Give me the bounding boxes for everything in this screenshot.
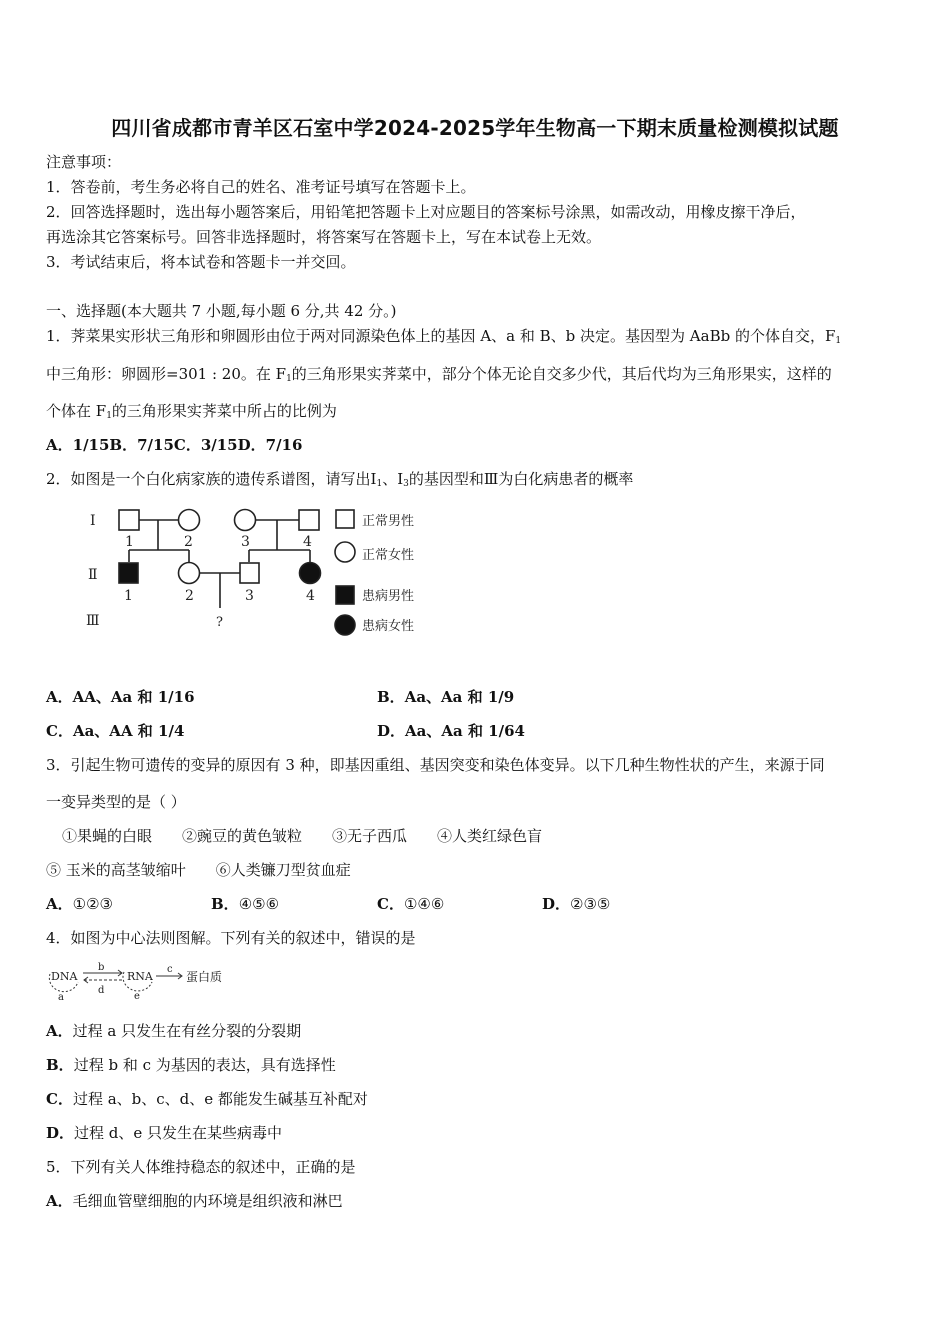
pedigree-I3-normal-female: [235, 510, 256, 531]
q3-option-c: C．①④⑥: [377, 895, 445, 913]
q3-option-d: D．②③⑤: [542, 895, 611, 913]
pedigree-number: 1: [125, 534, 134, 550]
gen-label-III: Ⅲ: [86, 613, 100, 629]
gen-label-II: Ⅱ: [88, 567, 98, 583]
q2-option-a: A．AA、Aa 和 1/16: [46, 688, 195, 706]
pedigree-II1-affected-male: [119, 563, 138, 583]
pedigree-number: 4: [303, 534, 312, 550]
gen-label-I: Ⅰ: [90, 513, 96, 529]
q1-stem-line2: 中三角形：卵圆形=301 : 20。在 $F_1$的三角形果实荠菜中，部分个体无论自交多少代，其后代均为三角形果实，这样的: [46, 365, 832, 384]
notice-item: 再选涂其它答案标号。回答非选择题时，将答案写在答题卡上，写在本试卷上无效。: [46, 228, 602, 246]
pedigree-number: 3: [245, 588, 254, 604]
q4-option-a: A．过程 a 只发生在有丝分裂的分裂期: [46, 1022, 302, 1040]
q1-stem-line3: 个体在 $F_1$的三角形果实荠菜中所占的比例为: [46, 402, 337, 421]
pedigree-I1-normal-male: [119, 510, 139, 530]
q2-option-b: B．Aa、Aa 和 1/9: [377, 688, 515, 706]
legend-label: 正常女性: [362, 548, 415, 563]
q4-option-b: B．过程 b 和 c 为基因的表达，具有选择性: [46, 1056, 336, 1074]
pedigree-number: 2: [185, 588, 194, 604]
dna-label: DNA: [51, 970, 78, 983]
q1-stem-line1: 1．荠菜果实形状三角形和卵圆形由位于两对同源染色体上的基因 A、a 和 B、b 决定。基因型为 AaBb 的个体自交，$F_1$: [46, 327, 842, 346]
legend-affected-male-icon: [336, 586, 354, 604]
pedigree-II2-normal-female: [179, 563, 200, 584]
pedigree-I2-normal-female: [179, 510, 200, 531]
notice-item: 3．考试结束后，将本试卷和答题卡一并交回。: [46, 253, 356, 271]
q3-option-b: B．④⑤⑥: [211, 895, 280, 913]
page-title: 四川省成都市青羊区石室中学2024-2025学年生物高一下期末质量检测模拟试题: [111, 116, 839, 140]
notice-item: 2．回答选择题时，选出每小题答案后，用铅笔把答题卡上对应题目的答案标号涂黑，如需改动，用橡皮擦干净后，: [46, 203, 806, 221]
legend-label: 患病女性: [362, 619, 415, 634]
process-label-b: b: [98, 962, 105, 973]
legend-normal-male-icon: [336, 510, 354, 528]
legend-normal-female-icon: [335, 542, 355, 562]
pedigree-number: 2: [184, 534, 193, 550]
pedigree-I4-normal-male: [299, 510, 319, 530]
pedigree-number: 4: [306, 588, 315, 604]
q3-items-line2: ⑤ 玉米的高茎皱缩叶 ⑥人类镰刀型贫血症: [46, 861, 351, 879]
pedigree-number: 3: [241, 534, 250, 550]
q5-option-a: A．毛细血管壁细胞的内环境是组织液和淋巴: [46, 1192, 343, 1210]
q2-stem: 2．如图是一个白化病家族的遗传系谱图，请写出$Ⅰ_1$、$Ⅰ_3$的基因型和Ⅲ为白化病患者的概率: [46, 470, 634, 489]
pedigree-number: 1: [124, 588, 133, 604]
q4-stem: 4．如图为中心法则图解。下列有关的叙述中，错误的是: [46, 929, 416, 947]
q2-option-d: D．Aa、Aa 和 1/64: [377, 722, 525, 740]
q4-option-c: C．过程 a、b、c、d、e 都能发生碱基互补配对: [46, 1090, 368, 1108]
process-label-a: a: [58, 992, 64, 1003]
legend-affected-female-icon: [335, 615, 355, 635]
q3-option-a: A．①②③: [46, 895, 113, 913]
process-label-c: c: [167, 964, 173, 975]
notice-item: 1．答卷前，考生务必将自己的姓名、准考证号填写在答题卡上。: [46, 178, 476, 196]
q4-option-d: D．过程 d、e 只发生在某些病毒中: [46, 1124, 283, 1142]
notice-heading: 注意事项：: [46, 153, 122, 171]
pedigree-II3-normal-male: [240, 563, 259, 583]
q2-option-c: C．Aa、AA 和 1/4: [46, 722, 185, 740]
pedigree-unknown: ?: [216, 615, 223, 630]
pedigree-chart: [80, 500, 440, 650]
legend-label: 患病男性: [362, 589, 415, 604]
q1-options: A．1/15B．7/15C．3/15D．7/16: [46, 436, 303, 454]
q5-stem: 5．下列有关人体维持稳态的叙述中，正确的是: [46, 1158, 356, 1176]
central-dogma-diagram: [44, 958, 244, 1004]
rna-label: RNA: [127, 970, 153, 983]
legend-label: 正常男性: [362, 514, 415, 529]
q3-items-line1: ①果蝇的白眼 ②豌豆的黄色皱粒 ③无子西瓜 ④人类红绿色盲: [62, 827, 543, 845]
section-heading: 一、选择题(本大题共 7 小题,每小题 6 分,共 42 分。): [46, 302, 397, 320]
pedigree-II4-affected-female: [300, 563, 321, 584]
q3-stem-line1: 3．引起生物可遗传的变异的原因有 3 种，即基因重组、基因突变和染色体变异。以下几种生物性状的产生，来源于同: [46, 756, 825, 774]
process-label-e: e: [134, 991, 140, 1002]
q3-stem-line2: 一变异类型的是（ ）: [46, 793, 186, 811]
protein-label: 蛋白质: [186, 970, 223, 984]
process-label-d: d: [98, 985, 105, 996]
